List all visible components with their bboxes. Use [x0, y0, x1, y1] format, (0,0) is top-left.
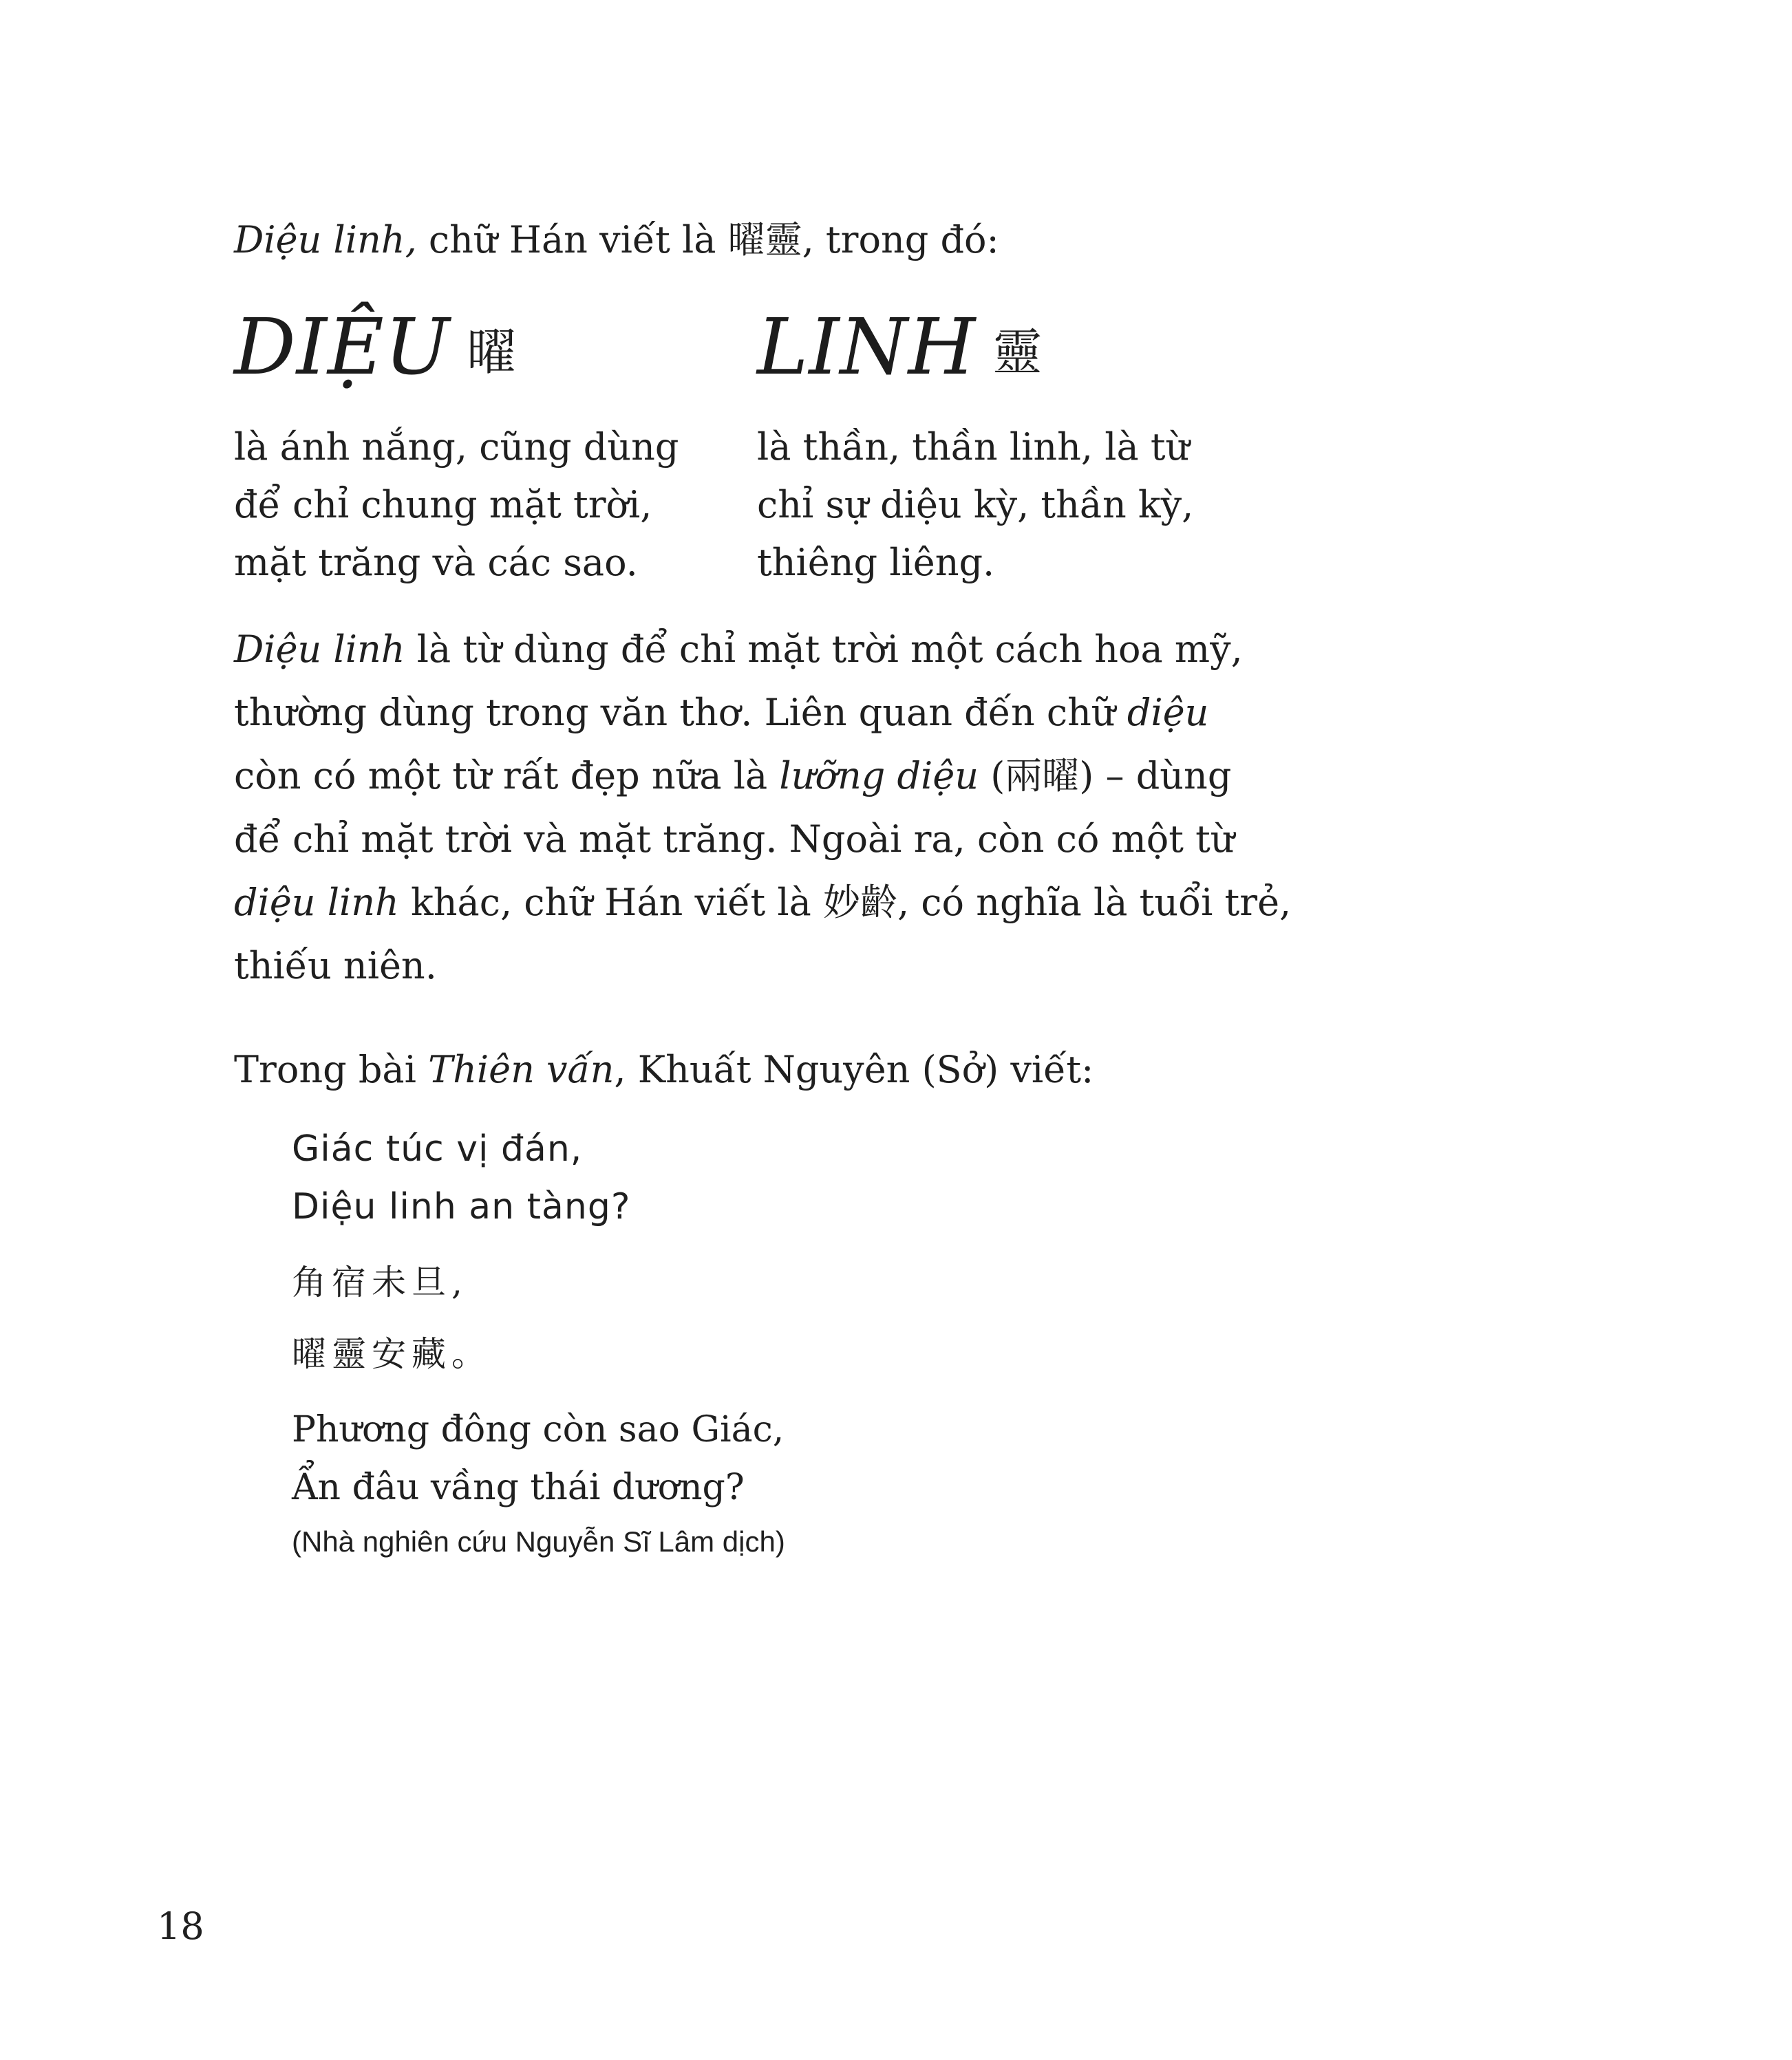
- poem-intro-text: Trong bài: [234, 1048, 429, 1091]
- term-dieu-han: 曜: [467, 323, 517, 381]
- poem-han-line: 角宿未旦,: [292, 1263, 468, 1302]
- translator-credit: (Nhà nghiên cứu Nguyễn Sĩ Lâm dịch): [292, 1525, 785, 1558]
- poem-block: [292, 1120, 1255, 1565]
- definition-line: mặt trăng và các sao.: [234, 541, 638, 584]
- poem-intro-text: , Khuất Nguyên (Sở) viết:: [614, 1048, 1094, 1091]
- intro-text-a: chữ Hán viết là: [416, 218, 728, 261]
- italic-term: lưỡng diệu: [779, 754, 979, 797]
- paragraph-text: là từ dùng để chỉ mặt trời một cách hoa mỹ,: [405, 627, 1243, 671]
- intro-han: 曜靈: [727, 218, 802, 261]
- page-number: 18: [157, 1905, 204, 1948]
- explanation-paragraph: [234, 618, 1301, 998]
- poem-translation-line: Phương đông còn sao Giác,: [292, 1409, 785, 1450]
- definition-line: là thần, thần linh, là từ: [757, 425, 1190, 469]
- poem-title: Thiên vấn: [428, 1048, 615, 1091]
- paragraph-text: (兩曜) – dùng: [979, 754, 1232, 797]
- definition-line: chỉ sự diệu kỳ, thần kỳ,: [757, 483, 1194, 526]
- italic-term: diệu: [1127, 691, 1209, 734]
- italic-term: diệu linh: [234, 881, 399, 924]
- term-linh: LINH: [757, 303, 977, 392]
- paragraph-line: [234, 871, 1301, 934]
- paragraph-line: [234, 618, 1301, 681]
- poem-line: Diệu linh an tàng?: [292, 1186, 631, 1227]
- intro-term: Diệu linh,: [234, 218, 417, 261]
- definition-line: để chỉ chung mặt trời,: [234, 483, 652, 526]
- paragraph-line: [234, 808, 1301, 871]
- paragraph-line: [234, 681, 1301, 744]
- paragraph-text: thường dùng trong văn thơ. Liên quan đến chữ: [234, 691, 1127, 734]
- term-column-dieu: [234, 303, 729, 592]
- poem-translation-line: Ẩn đâu vầng thái dương?: [292, 1467, 745, 1508]
- definition-dieu: [234, 418, 729, 592]
- paragraph-text: để chỉ mặt trời và mặt trăng. Ngoài ra, còn có một từ: [234, 817, 1235, 861]
- paragraph-text: thiếu niên.: [234, 944, 437, 987]
- paragraph-text: khác, chữ Hán viết là 妙齡, có nghĩa là tuổi trẻ,: [398, 881, 1292, 924]
- definition-line: là ánh nắng, cũng dùng: [234, 425, 679, 469]
- term-column-linh: [757, 303, 1252, 592]
- poem-transliteration: [292, 1120, 1255, 1236]
- term-heading-dieu: [234, 303, 729, 392]
- paragraph-line: [234, 744, 1301, 808]
- poem-line: Giác túc vị đán,: [292, 1128, 583, 1170]
- intro-text-b: , trong đó:: [802, 218, 999, 261]
- poem-intro: [234, 1039, 1094, 1101]
- term-dieu: DIỆU: [234, 303, 451, 392]
- definition-line: thiêng liêng.: [757, 541, 995, 584]
- term-heading-linh: [757, 303, 1252, 392]
- italic-term: Diệu linh: [234, 627, 405, 671]
- paragraph-text: còn có một từ rất đẹp nữa là: [234, 754, 780, 797]
- definition-linh: [757, 418, 1252, 592]
- poem-han-text: [292, 1247, 1255, 1390]
- intro-line: [234, 210, 1335, 270]
- paragraph-line: [234, 934, 1301, 998]
- poem-han-line: 曜靈安藏。: [292, 1334, 491, 1374]
- term-linh-han: 靈: [992, 323, 1043, 381]
- poem-translation: [292, 1401, 1255, 1516]
